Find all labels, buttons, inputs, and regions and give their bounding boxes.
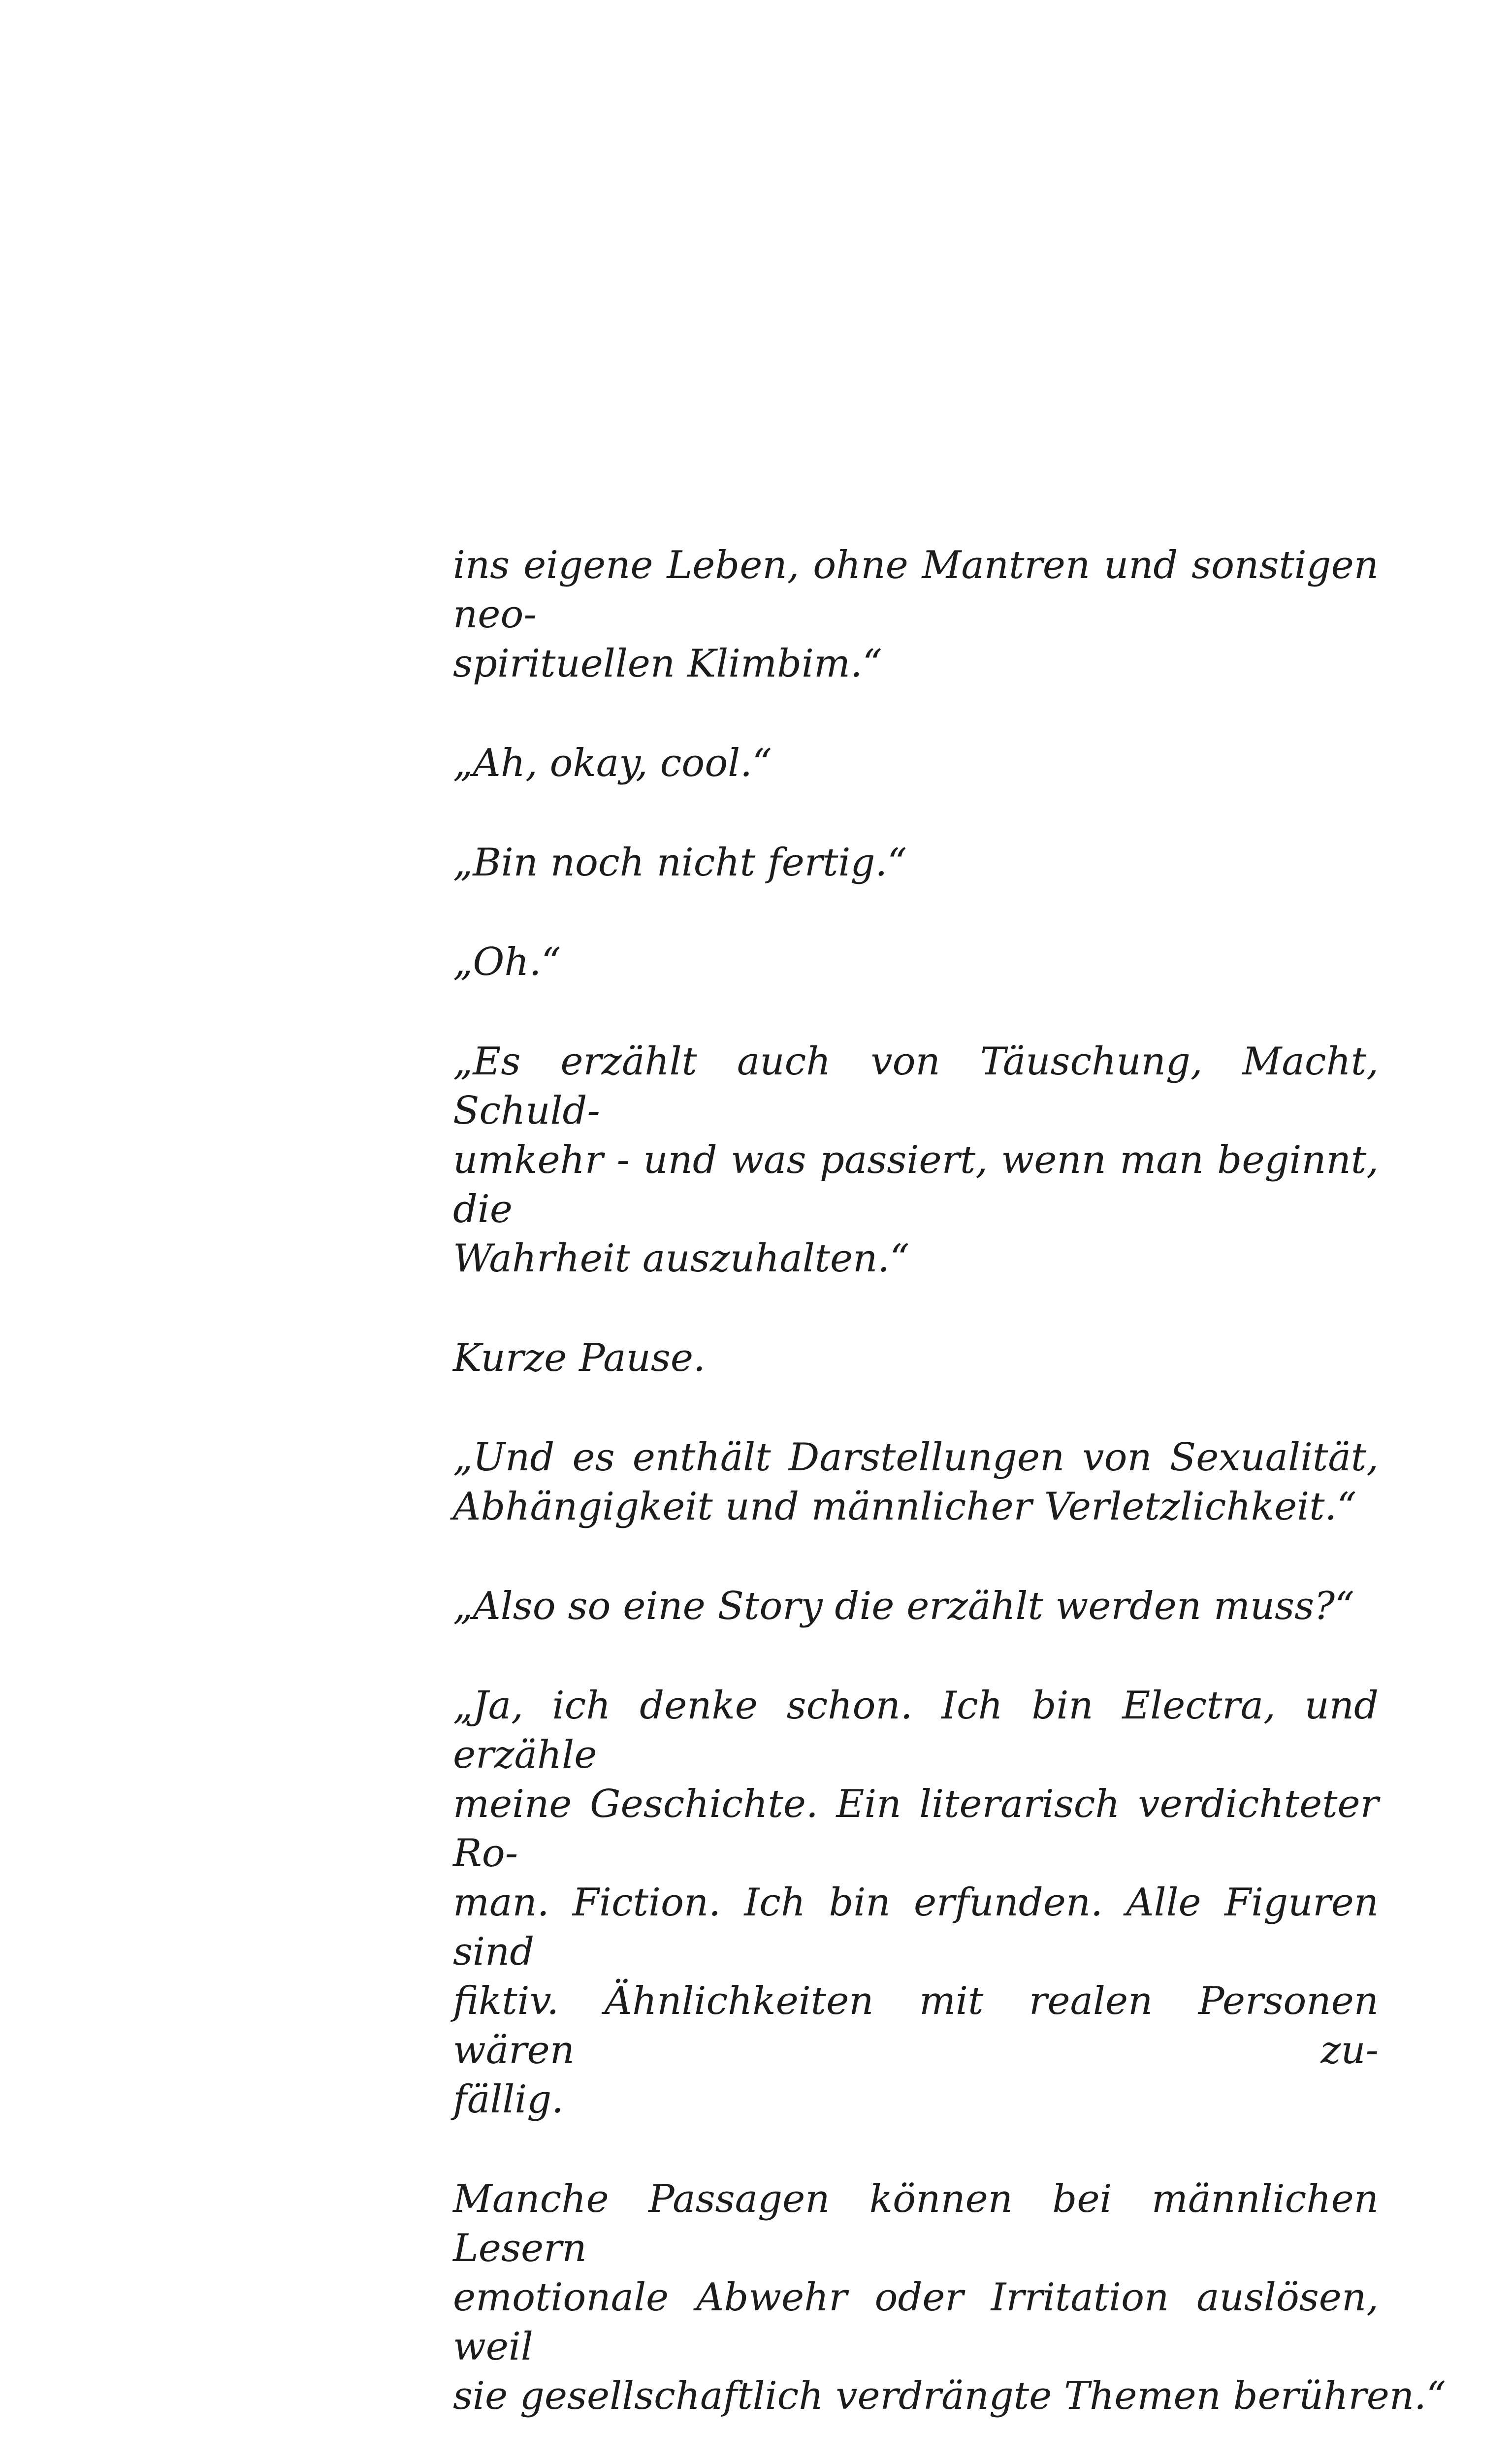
text-line: „Es erzählt auch von Täuschung, Macht, Schuld- — [453, 1039, 1379, 1133]
text-line: „Ja, ich denke schon. Ich bin Electra, und erzähle — [453, 1684, 1379, 1777]
paragraph — [453, 739, 1379, 788]
paragraph — [453, 938, 1379, 987]
paragraph — [453, 1582, 1379, 1631]
text-line: fällig. — [453, 2077, 564, 2122]
text-line: fiktiv. Ähnlichkeiten mit realen Personen wären zu- — [453, 1979, 1379, 2073]
text-line: Kurze Pause. — [453, 1336, 706, 1380]
paragraph — [453, 2174, 1446, 2421]
text-line: ins eigene Leben, ohne Mantren und sonstigen neo- — [453, 543, 1379, 637]
text-line: „Also so eine Story die erzählt werden muss?“ — [453, 1584, 1354, 1628]
text-line: umkehr - und was passiert, wenn man beginnt, die — [453, 1138, 1379, 1231]
text-line: meine Geschichte. Ein literarisch verdichteter Ro- — [453, 1782, 1379, 1876]
text-line: „Ah, okay, cool.“ — [453, 741, 772, 785]
text-line: sie gesellschaftlich verdrängte Themen berühren.“ — [453, 2374, 1446, 2418]
paragraph — [453, 838, 1379, 887]
text-line: spirituellen Klimbim.“ — [453, 642, 882, 686]
text-line: „Oh.“ — [453, 940, 561, 984]
text-line: „Und es enthält Darstellungen von Sexualität, — [453, 1435, 1379, 1480]
text-line: Abhängigkeit und männlicher Verletzlichkeit.“ — [453, 1485, 1357, 1529]
text-line: emotionale Abwehr oder Irritation auslösen, weil — [453, 2275, 1379, 2369]
paragraph — [453, 1681, 1379, 2124]
text-line: Manche Passagen können bei männlichen Lesern — [453, 2177, 1379, 2270]
body-text — [453, 541, 1446, 2462]
paragraph — [453, 1333, 1379, 1383]
text-line: Wahrheit auszuhalten.“ — [453, 1236, 910, 1281]
paragraph — [453, 1433, 1379, 1531]
paragraph — [453, 1037, 1379, 1283]
text-line: man. Fiction. Ich bin erfunden. Alle Figuren sind — [453, 1880, 1379, 1974]
text-line: „Bin noch nicht fertig.“ — [453, 841, 907, 885]
paragraph — [453, 541, 1379, 688]
